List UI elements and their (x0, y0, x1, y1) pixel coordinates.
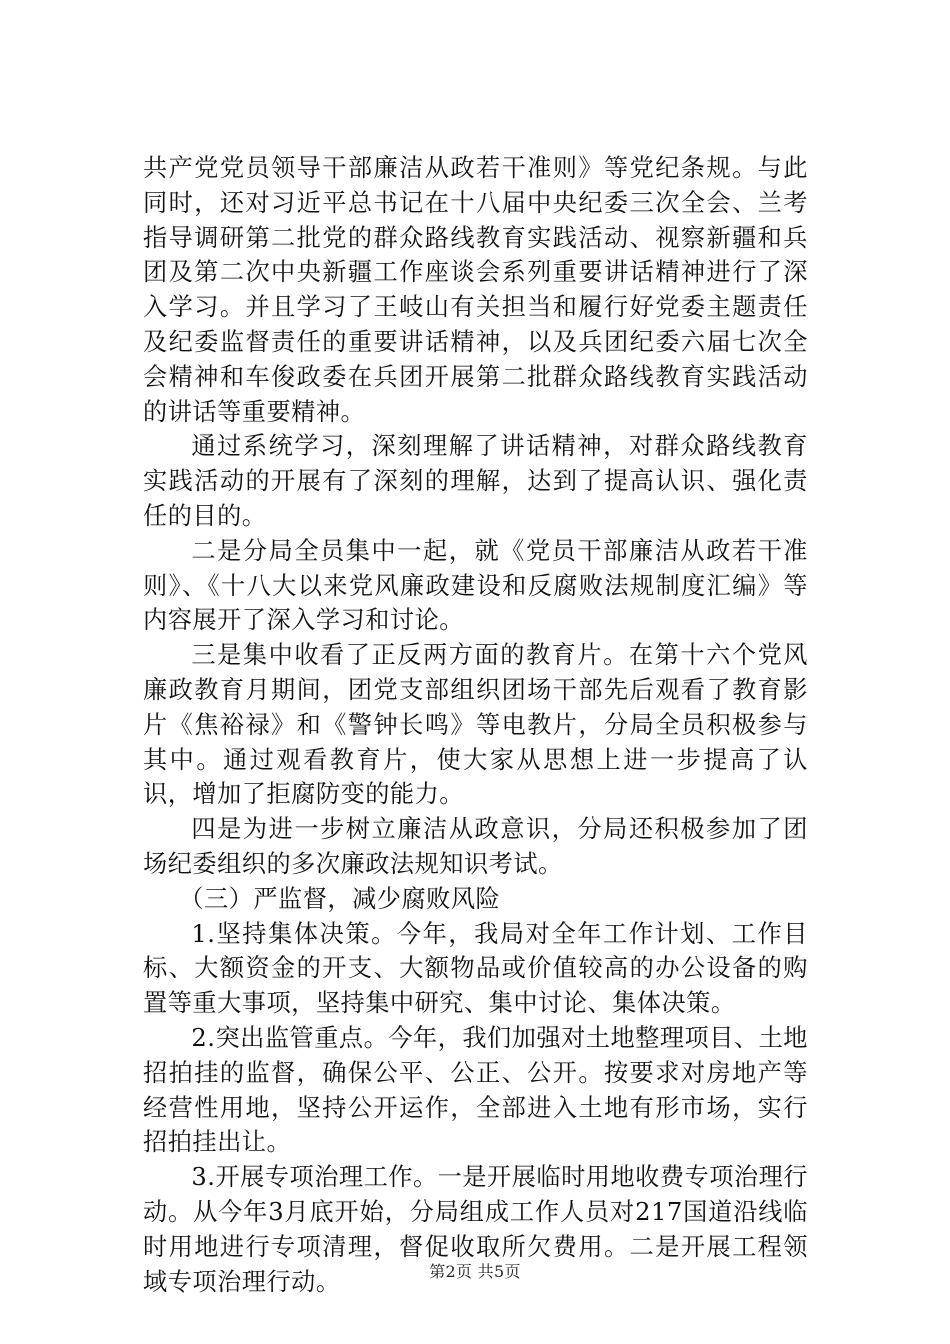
paragraph-point-two: 二是分局全员集中一起，就《党员干部廉洁从政若干准则》、《十八大以来党风廉政建设和反腐败法规制度汇编》等内容展开了深入学习和讨论。 (143, 536, 808, 635)
paragraph-item-2: 2.突出监管重点。今年，我们加强对土地整理项目、土地招拍挂的监督，确保公平、公正、公开。按要求对房地产等经营性用地，坚持公开运作，全部进入土地有形市场，实行招拍挂出让。 (143, 1023, 808, 1157)
paragraph-point-four: 四是为进一步树立廉洁从政意识，分局还积极参加了团场纪委组织的多次廉政法规知识考试。 (143, 815, 808, 878)
paragraph-continued-study: 共产党党员领导干部廉洁从政若干准则》等党纪条规。与此同时，还对习近平总书记在十八届中央纪委三次全会、兰考指导调研第二批党的群众路线教育实践活动、视察新疆和兵团及第二次中央新疆工作座谈会系列重要讲话精神进行了深入学习。并且学习了王岐山有关担当和履行好党委主题责任及纪委监督责任的重要讲话精神，以及兵团纪委六届七次全会精神和车俊政委在兵团开展第二批群众路线教育实践活动的讲话等重要精神。 (143, 154, 808, 426)
paragraph-item-3: 3.开展专项治理工作。一是开展临时用地收费专项治理行动。从今年3月底开始，分局组成工作人员对217国道沿线临时用地进行专项清理，督促收取所欠费用。二是开展工程领域专项治理行动。 (143, 1163, 808, 1296)
section-heading-supervision: （三）严监督，减少腐败风险 (179, 884, 501, 913)
page-number-footer: 第2页 共5页 (429, 1262, 521, 1281)
paragraph-point-three: 三是集中收看了正反两方面的教育片。在第十六个党风廉政教育月期间，团党支部组织团场干部先后观看了教育影片《焦裕禄》和《警钟长鸣》等电教片，分局全员积极参与其中。通过观看教育片，使大家从思想上进一步提高了认识，增加了拒腐防变的能力。 (143, 641, 808, 809)
paragraph-item-1: 1.坚持集体决策。今年，我局对全年工作计划、工作目标、大额资金的开支、大额物品或价值较高的办公设备的购置等重大事项，坚持集中研究、集中讨论、集体决策。 (143, 919, 808, 1018)
paragraph-study-outcome: 通过系统学习，深刻理解了讲话精神，对群众路线教育实践活动的开展有了深刻的理解，达到了提高认识、强化责任的目的。 (143, 432, 808, 530)
document-body (143, 151, 808, 1299)
